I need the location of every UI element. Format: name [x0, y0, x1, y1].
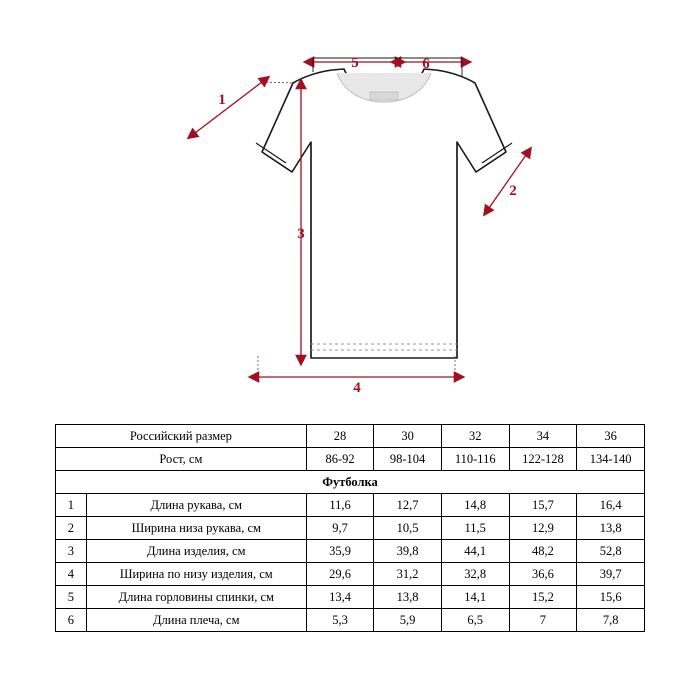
header-size-0: 28 — [306, 425, 373, 448]
row-4-value-4: 39,7 — [577, 563, 645, 586]
row-index-4: 4 — [56, 563, 87, 586]
row-4-value-1: 31,2 — [374, 563, 442, 586]
row-1-value-2: 14,8 — [441, 494, 509, 517]
row-1-value-3: 15,7 — [509, 494, 577, 517]
row-5-value-1: 13,8 — [374, 586, 442, 609]
row-index-3: 3 — [56, 540, 87, 563]
section-title: Футболка — [56, 471, 645, 494]
row-2-value-3: 12,9 — [509, 517, 577, 540]
row-6-value-2: 6,5 — [441, 609, 509, 632]
header-size-4: 36 — [577, 425, 645, 448]
row-2-value-0: 9,7 — [306, 517, 373, 540]
row-3-value-2: 44,1 — [441, 540, 509, 563]
row-1-value-0: 11,6 — [306, 494, 373, 517]
row-6-value-0: 5,3 — [306, 609, 373, 632]
dim-label-2: 2 — [509, 183, 517, 199]
row-label-5: Длина горловины спинки, см — [86, 586, 306, 609]
header-size-2: 32 — [441, 425, 509, 448]
table-row — [56, 540, 645, 563]
row-3-value-0: 35,9 — [306, 540, 373, 563]
row-label-1: Длина рукава, см — [86, 494, 306, 517]
table-row-header-size — [56, 425, 645, 448]
table-row-section — [56, 471, 645, 494]
row-index-2: 2 — [56, 517, 87, 540]
table-row — [56, 517, 645, 540]
header-height-2: 110-116 — [441, 448, 509, 471]
size-table — [55, 424, 645, 632]
row-label-4: Ширина по низу изделия, см — [86, 563, 306, 586]
header-size-1: 30 — [374, 425, 442, 448]
table-row-header-height — [56, 448, 645, 471]
row-5-value-3: 15,2 — [509, 586, 577, 609]
row-2-value-4: 13,8 — [577, 517, 645, 540]
table-row — [56, 609, 645, 632]
row-index-1: 1 — [56, 494, 87, 517]
header-height-4: 134-140 — [577, 448, 645, 471]
dim-label-4: 4 — [353, 380, 361, 396]
row-3-value-1: 39,8 — [374, 540, 442, 563]
header-height-3: 122-128 — [509, 448, 577, 471]
row-3-value-4: 52,8 — [577, 540, 645, 563]
row-label-2: Ширина низа рукава, см — [86, 517, 306, 540]
row-index-5: 5 — [56, 586, 87, 609]
header-height-1: 98-104 — [374, 448, 442, 471]
row-6-value-1: 5,9 — [374, 609, 442, 632]
header-label-size: Российский размер — [56, 425, 307, 448]
table-row — [56, 563, 645, 586]
row-label-3: Длина изделия, см — [86, 540, 306, 563]
row-2-value-2: 11,5 — [441, 517, 509, 540]
row-label-6: Длина плеча, см — [86, 609, 306, 632]
header-label-height: Рост, см — [56, 448, 307, 471]
dim-label-3: 3 — [297, 226, 305, 242]
dim-label-1: 1 — [218, 92, 226, 108]
row-5-value-0: 13,4 — [306, 586, 373, 609]
header-size-3: 34 — [509, 425, 577, 448]
row-6-value-4: 7,8 — [577, 609, 645, 632]
tshirt-outline — [256, 69, 512, 358]
row-5-value-2: 14,1 — [441, 586, 509, 609]
row-1-value-1: 12,7 — [374, 494, 442, 517]
row-5-value-4: 15,6 — [577, 586, 645, 609]
row-6-value-3: 7 — [509, 609, 577, 632]
dim-label-6: 6 — [422, 56, 430, 72]
table-row — [56, 586, 645, 609]
dim-label-5: 5 — [351, 55, 359, 71]
row-4-value-2: 32,8 — [441, 563, 509, 586]
header-height-0: 86-92 — [306, 448, 373, 471]
table-row — [56, 494, 645, 517]
row-2-value-1: 10,5 — [374, 517, 442, 540]
row-3-value-3: 48,2 — [509, 540, 577, 563]
row-4-value-3: 36,6 — [509, 563, 577, 586]
row-4-value-0: 29,6 — [306, 563, 373, 586]
row-1-value-4: 16,4 — [577, 494, 645, 517]
row-index-6: 6 — [56, 609, 87, 632]
size-table-container — [55, 424, 645, 632]
